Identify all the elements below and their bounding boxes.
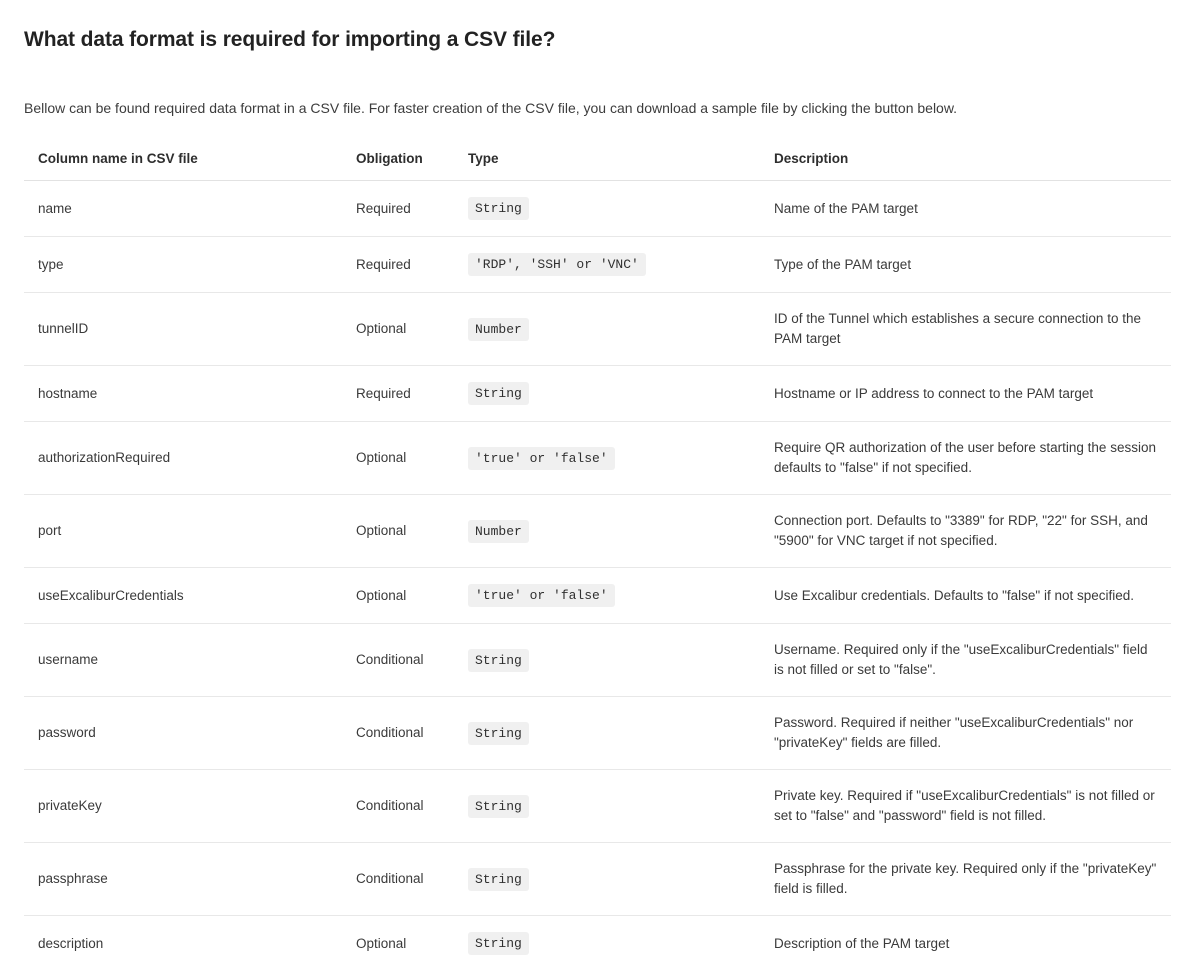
cell-type [454,770,760,843]
cell-description: Require QR authorization of the user before starting the session defaults to "false" if not specified. [760,422,1171,495]
table-row [24,495,1171,568]
cell-obligation: Optional [342,495,454,568]
cell-column-name: authorizationRequired [24,422,342,495]
type-code-chip: 'true' or 'false' [468,584,615,607]
cell-description: Type of the PAM target [760,237,1171,293]
table-row [24,697,1171,770]
cell-obligation: Required [342,366,454,422]
table-body [24,181,1171,972]
cell-type [454,843,760,916]
cell-column-name: description [38,935,104,951]
cell-column-name: port [24,495,342,568]
cell-type [454,568,760,624]
column-header-type: Type [468,151,499,166]
cell-description: Hostname or IP address to connect to the PAM target [760,366,1171,422]
table-row [24,181,1171,237]
cell-obligation: Conditional [342,770,454,843]
cell-column-name: tunnelID [24,293,342,366]
table-row [24,568,1171,624]
table-row [24,366,1171,422]
cell-column-name: privateKey [24,770,342,843]
cell-type [454,366,760,422]
cell-obligation: Optional [342,293,454,366]
cell-description: Connection port. Defaults to "3389" for RDP, "22" for SSH, and "5900" for VNC target if not specified. [760,495,1171,568]
cell-column-name: useExcaliburCredentials [24,568,342,624]
type-code-chip: Number [468,318,529,341]
cell-type [454,495,760,568]
cell-type [454,237,760,293]
table-row [24,624,1171,697]
table-row [24,843,1171,916]
type-code-chip: String [468,649,529,672]
cell-obligation: Required [342,181,454,237]
column-header-obligation: Obligation [356,151,423,166]
column-header-column-name: Column name in CSV file [38,151,198,166]
type-code-chip: 'true' or 'false' [468,447,615,470]
cell-type [454,422,760,495]
type-code-chip: String [468,868,529,891]
cell-type [454,697,760,770]
intro-paragraph: Bellow can be found required data format in a CSV file. For faster creation of the CSV file, you can download a sample file by clicking the button below. [24,100,958,116]
cell-column-name: username [24,624,342,697]
csv-format-table [24,151,1171,971]
column-header-description: Description [774,151,849,166]
cell-column-name: name [24,181,342,237]
cell-description: Private key. Required if "useExcaliburCredentials" is not filled or set to "false" and "password" field is not filled. [760,770,1171,843]
cell-column-name: password [24,697,342,770]
cell-type [454,181,760,237]
cell-obligation: Optional [356,935,407,951]
table-header [24,151,1171,181]
page-title: What data format is required for importing a CSV file? [24,28,556,51]
cell-type [454,624,760,697]
cell-obligation: Optional [342,568,454,624]
type-code-chip: String [468,197,529,220]
cell-column-name: hostname [24,366,342,422]
type-code-chip: 'RDP', 'SSH' or 'VNC' [468,253,646,276]
type-code-chip: Number [468,520,529,543]
cell-description: Use Excalibur credentials. Defaults to "false" if not specified. [760,568,1171,624]
cell-description: Name of the PAM target [760,181,1171,237]
cell-obligation: Required [342,237,454,293]
cell-type [454,916,760,972]
cell-description: Description of the PAM target [774,935,950,951]
table-row [24,422,1171,495]
cell-type [454,293,760,366]
cell-obligation: Optional [342,422,454,495]
cell-obligation: Conditional [342,843,454,916]
type-code-chip: String [468,382,529,405]
cell-description: ID of the Tunnel which establishes a secure connection to the PAM target [760,293,1171,366]
table-row [24,770,1171,843]
table-row [24,293,1171,366]
cell-obligation: Conditional [342,624,454,697]
cell-obligation: Conditional [342,697,454,770]
cell-column-name: passphrase [24,843,342,916]
cell-description: Username. Required only if the "useExcaliburCredentials" field is not filled or set to "false". [760,624,1171,697]
type-code-chip: String [468,795,529,818]
cell-description: Password. Required if neither "useExcaliburCredentials" nor "privateKey" fields are filled. [760,697,1171,770]
table-row [24,237,1171,293]
table-row [24,916,1171,972]
type-code-chip: String [468,722,529,745]
type-code-chip: String [468,932,529,955]
cell-column-name: type [24,237,342,293]
cell-description: Passphrase for the private key. Required only if the "privateKey" field is filled. [760,843,1171,916]
